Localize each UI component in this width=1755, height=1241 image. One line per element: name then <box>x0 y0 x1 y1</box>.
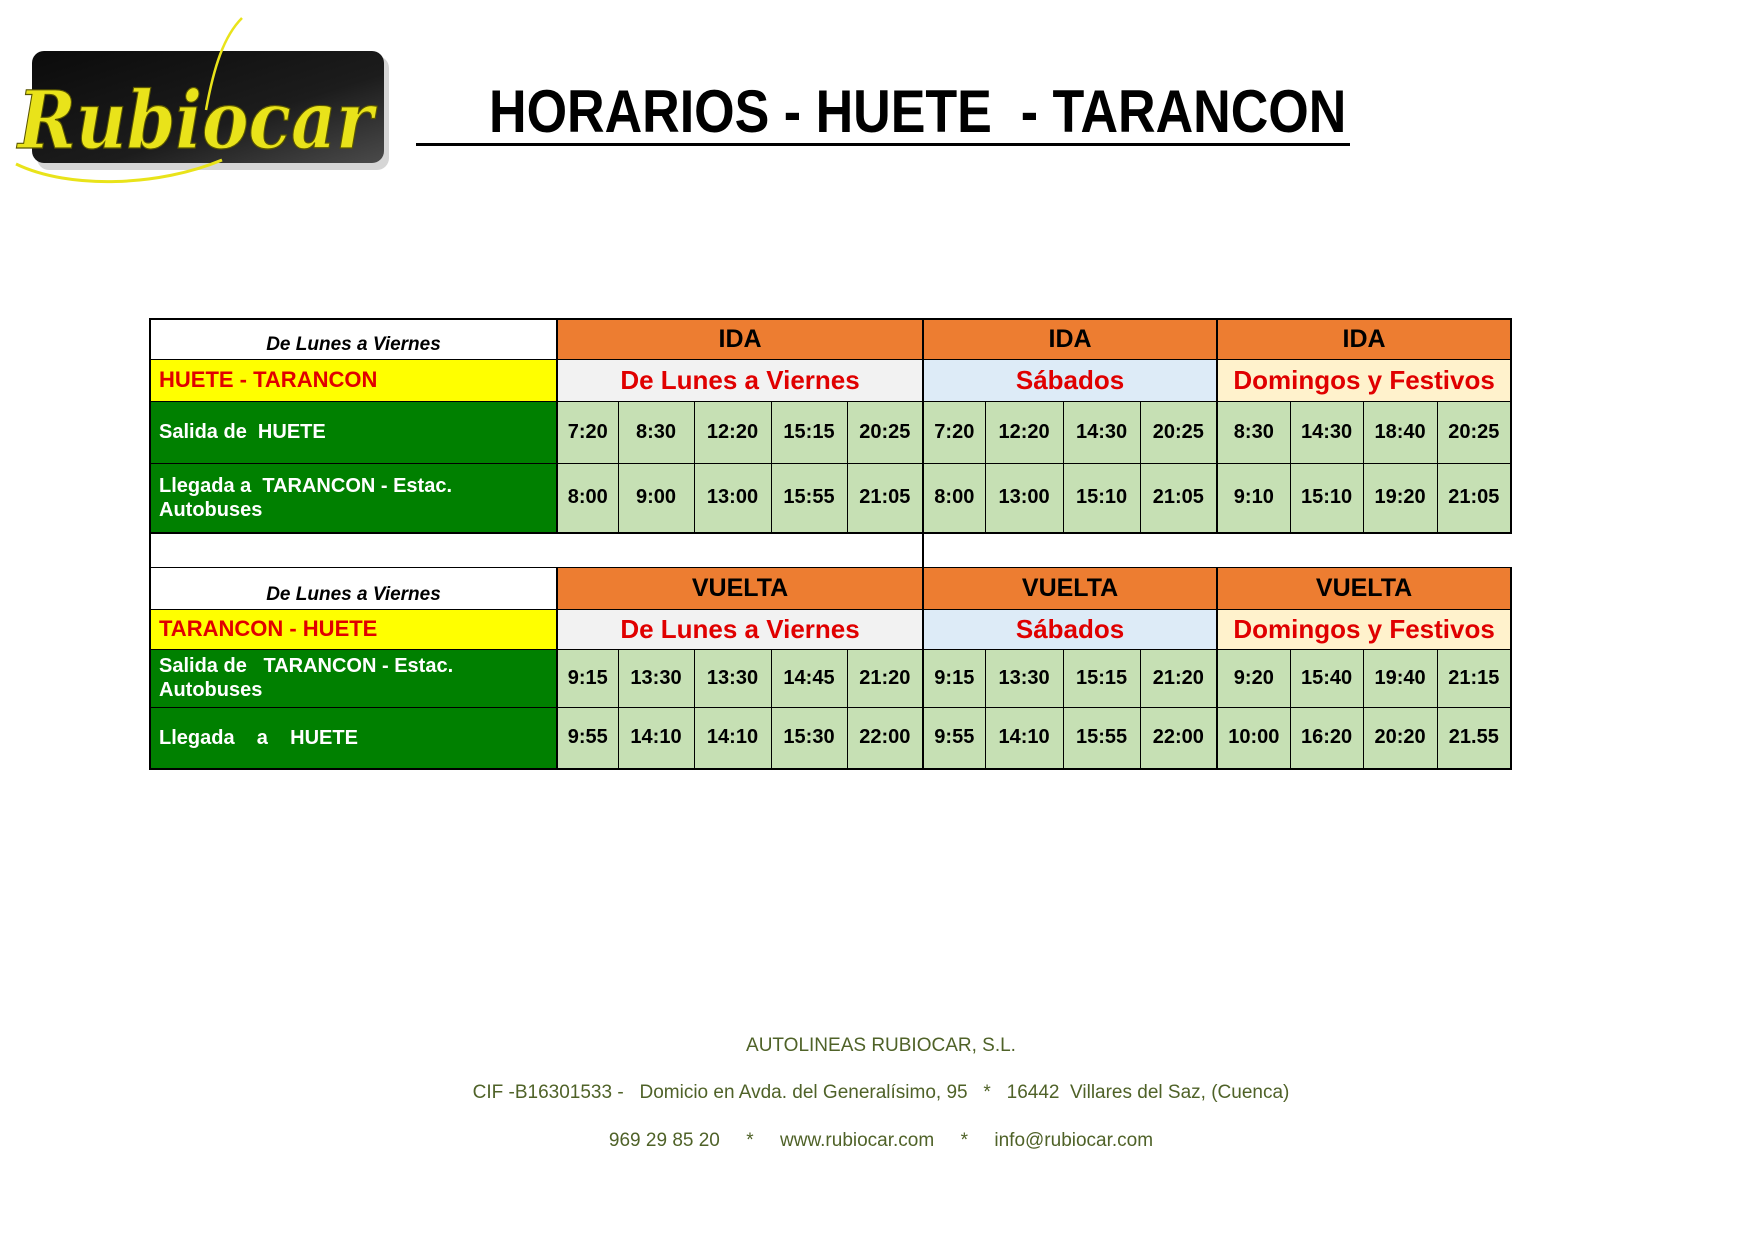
arrival-time-cell: 10:00 <box>1217 707 1290 769</box>
departure-time-cell: 20:25 <box>1437 401 1511 463</box>
arrival-time-cell: 15:10 <box>1063 463 1140 533</box>
route-label: HUETE - TARANCON <box>150 359 557 401</box>
departure-time-cell: 8:30 <box>1217 401 1290 463</box>
arrival-time-cell: 9:55 <box>557 707 618 769</box>
day-group-weekdays: De Lunes a Viernes <box>557 359 923 401</box>
departure-time-cell: 7:20 <box>557 401 618 463</box>
arrival-time-cell: 15:55 <box>771 463 847 533</box>
arrival-time-cell: 13:00 <box>985 463 1063 533</box>
departure-time-cell: 21:20 <box>847 649 923 707</box>
day-group-saturdays: Sábados <box>923 609 1217 649</box>
spacer-cell <box>923 533 1511 567</box>
arrival-time-cell: 15:55 <box>1063 707 1140 769</box>
departure-time-cell: 14:30 <box>1290 401 1363 463</box>
arrival-time-cell: 21:05 <box>847 463 923 533</box>
direction-header-weekdays: IDA <box>557 319 923 359</box>
departure-time-cell: 15:15 <box>771 401 847 463</box>
departure-time-cell: 18:40 <box>1363 401 1437 463</box>
arrival-time-cell: 21:05 <box>1437 463 1511 533</box>
arrival-time-cell: 8:00 <box>557 463 618 533</box>
departure-time-cell: 21:20 <box>1140 649 1217 707</box>
departure-time-cell: 21:15 <box>1437 649 1511 707</box>
departure-time-cell: 15:40 <box>1290 649 1363 707</box>
departure-time-cell: 8:30 <box>618 401 694 463</box>
footer-company: AUTOLINEAS RUBIOCAR, S.L. <box>746 1035 1016 1056</box>
departure-time-cell: 12:20 <box>985 401 1063 463</box>
arrival-time-cell: 13:00 <box>694 463 771 533</box>
day-group-weekdays: De Lunes a Viernes <box>557 609 923 649</box>
departure-time-cell: 13:30 <box>985 649 1063 707</box>
arrival-time-cell: 15:30 <box>771 707 847 769</box>
arrival-label: Llegada a TARANCON - Estac. Autobuses <box>150 463 557 533</box>
day-group-sundays-holidays: Domingos y Festivos <box>1217 609 1511 649</box>
footer-address: CIF -B16301533 - Domicio en Avda. del Generalísimo, 95 * 16442 Villares del Saz, (Cuenca) <box>472 1082 1290 1103</box>
spacer-cell <box>150 533 923 567</box>
arrival-time-cell: 14:10 <box>618 707 694 769</box>
departure-time-cell: 20:25 <box>1140 401 1217 463</box>
departure-time-cell: 19:40 <box>1363 649 1437 707</box>
direction-header-sundays: VUELTA <box>1217 567 1511 609</box>
arrival-time-cell: 14:10 <box>694 707 771 769</box>
departure-time-cell: 13:30 <box>618 649 694 707</box>
arrival-time-cell: 21.55 <box>1437 707 1511 769</box>
departure-label: Salida de HUETE <box>150 401 557 463</box>
timetable <box>149 318 1512 770</box>
arrival-time-cell: 22:00 <box>847 707 923 769</box>
departure-time-cell: 9:20 <box>1217 649 1290 707</box>
departure-time-cell: 13:30 <box>694 649 771 707</box>
direction-header-sundays: IDA <box>1217 319 1511 359</box>
arrival-time-cell: 20:20 <box>1363 707 1437 769</box>
direction-header-weekdays: VUELTA <box>557 567 923 609</box>
days-label: De Lunes a Viernes <box>150 319 557 359</box>
departure-time-cell: 7:20 <box>923 401 985 463</box>
arrival-time-cell: 9:10 <box>1217 463 1290 533</box>
direction-header-saturdays: IDA <box>923 319 1217 359</box>
days-label: De Lunes a Viernes <box>150 567 557 609</box>
page-title <box>416 78 1350 146</box>
direction-header-saturdays: VUELTA <box>923 567 1217 609</box>
departure-time-cell: 14:30 <box>1063 401 1140 463</box>
departure-time-cell: 9:15 <box>557 649 618 707</box>
arrival-time-cell: 19:20 <box>1363 463 1437 533</box>
arrival-time-cell: 8:00 <box>923 463 985 533</box>
arrival-time-cell: 9:00 <box>618 463 694 533</box>
departure-time-cell: 15:15 <box>1063 649 1140 707</box>
departure-time-cell: 9:15 <box>923 649 985 707</box>
day-group-sundays-holidays: Domingos y Festivos <box>1217 359 1511 401</box>
departure-label: Salida de TARANCON - Estac. Autobuses <box>150 649 557 707</box>
departure-time-cell: 14:45 <box>771 649 847 707</box>
arrival-time-cell: 22:00 <box>1140 707 1217 769</box>
departure-time-cell: 12:20 <box>694 401 771 463</box>
route-label: TARANCON - HUETE <box>150 609 557 649</box>
day-group-saturdays: Sábados <box>923 359 1217 401</box>
footer-contact: 969 29 85 20 * www.rubiocar.com * info@rubiocar.com <box>608 1130 1154 1151</box>
rubiocar-logo <box>10 14 395 194</box>
arrival-time-cell: 9:55 <box>923 707 985 769</box>
arrival-time-cell: 15:10 <box>1290 463 1363 533</box>
arrival-time-cell: 16:20 <box>1290 707 1363 769</box>
page-title-text: HORARIOS - HUETE - TARANCON <box>489 78 1347 145</box>
arrival-time-cell: 14:10 <box>985 707 1063 769</box>
arrival-time-cell: 21:05 <box>1140 463 1217 533</box>
departure-time-cell: 20:25 <box>847 401 923 463</box>
logo-wordmark: Rubiocar <box>16 73 378 167</box>
arrival-label: Llegada a HUETE <box>150 707 557 769</box>
